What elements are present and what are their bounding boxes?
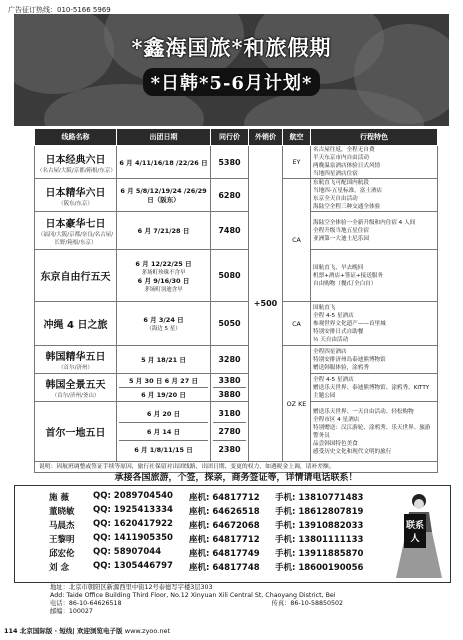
external-price: +500 <box>249 146 283 462</box>
table-note: 说明：因航班调整或签证手续等原因，旅行社保留对出团线路、出团日期、变更的权力，如遇税金上调，请补差额。 <box>34 459 438 473</box>
table-row: 日本豪华七日 （福冈/大阪/京都/奈良/名古屋/长野/箱根/东京） 6 月 7/21/28 日 7480 海陆空全体验一全新升级和内住宿 4 人间 全程升级当地五星住宿 亚洲第一大迪士尼乐园 <box>35 212 438 250</box>
col-external: 外销价 <box>249 129 283 146</box>
page-footer: 114 北京国际版 · 短线| 欢迎浏览电子版 www.zyoo.net <box>4 627 170 635</box>
table-header <box>35 129 438 146</box>
col-airline: 航空 <box>283 129 311 146</box>
table-row: 日本经典六日 （名古屋/大阪/京都/箱根/东京） 6 月 4/11/16/18 /22/26 日 5380 +500 EY 名古屋往返，全程无自费 半天东京市内自由活动 两晚温泉酒店体验日式风情 当地四星酒店住宿 <box>35 146 438 179</box>
banner <box>14 14 449 126</box>
table-row: 韩国精华五日 （首尔/济州） 5 月 18/21 日 3280 OZ KE 全程四星酒店 特别安排济州岛泰迪熊博物馆 赠送韩服体验，涂鸦秀 <box>35 346 438 374</box>
table-row: 日本精华六日 （阪东/东京） 6 月 5/8/12/19/24 /26/29 日（阪东） 6280 CA 东航直飞可配国内航段 当地四-五星标准，富士酒店 东京全天自由活动 海陆空全程三种交通全体验 <box>35 179 438 212</box>
ad-hotline: 广告征订热线：010-5166 5969 <box>8 6 111 14</box>
table-row: 东京自由行五天 6 月 12/22/25 日 茅场町珍珠不含早 6 月 9/16/30 日 茅场町羽迪含早 5080 国航直飞，早去晚回 机票+酒店+签证+接送服务 自由购物（餐/订全白自） <box>35 250 438 302</box>
col-route: 线路名称 <box>35 129 117 146</box>
page-number: 114 <box>4 627 18 635</box>
contact-illustration <box>394 492 444 578</box>
table-row: 冲绳 4 日之旅 6 月 3/24 日 （海边 5 星） 5050 CA 国航直飞 全程 4-5 星酒店 参观世界文化遗产——首里城 特别安排日式自助餐 ½ 天自由活动 <box>35 302 438 346</box>
contact-panel: 施 薇 QQ: 2089704540 座机: 64817712 手机: 13810771483 董晓敏 QQ: 1925413334 座机: 64626518 手机: 18612807819 马晨杰 QQ: 1620417922 座机: 64672068 手机: 13910882033 王黎明 QQ: 1411905350 座机: 64817712 手机: 13801111133 邱宏伦 QQ: 58907044 座机: 64817749 手机: 13911885870 刘 念 QQ: 1305446797 座机: 64817748 手机: 18600190056 联系人 <box>14 485 451 583</box>
col-date: 出团日期 <box>117 129 211 146</box>
banner-title: *鑫海国旅*和旅假期 <box>131 35 332 60</box>
route-name: 日本经典六日 <box>45 154 106 166</box>
contact-badge: 联系人 <box>404 514 426 548</box>
promo-text: 承接各国旅游，个签，探亲，商务签证等，详情请电话联系！ <box>114 473 358 483</box>
address-block: 地址：北京市朝阳区新源西里中街12号泰德写字楼3层303 Add: Taide Office Building Third Floor, No.12 Xinyuan Xili Central St, Chaoyang District, Bei 电话：86-10-64626518 传真：86-10-58850502 邮编：100027 <box>50 584 344 615</box>
route-table <box>34 128 438 462</box>
site-link[interactable]: www.zyoo.net <box>124 627 170 635</box>
table-row: 首尔一地五日 6 月 20 日 6 月 14 日 6 月 1/8/11/15 日 3180 2780 2380 赠送乐天世界、一天自由活动、轻松购物 全程市区 4 星酒店 特别赠送：汉江游轮、涂鸦秀、乐天世界、旅游警务员 品尝韩国特色美食 感受历史文化和现代文明的旅行 <box>35 402 438 462</box>
col-features: 行程特色 <box>311 129 438 146</box>
col-price: 同行价 <box>211 129 249 146</box>
banner-subtitle: *日韩*5-6月计划* <box>143 68 321 96</box>
table-row: 韩国全景五天 （首尔/济州/釜山） 5 月 30 日 6 月 27 日 6 月 19/20 日 3380 3880 全程 4-5 星酒店 赠送乐天世界、泰迪熊博物馆、涂鸦秀、KITTY 主题公园 <box>35 374 438 402</box>
